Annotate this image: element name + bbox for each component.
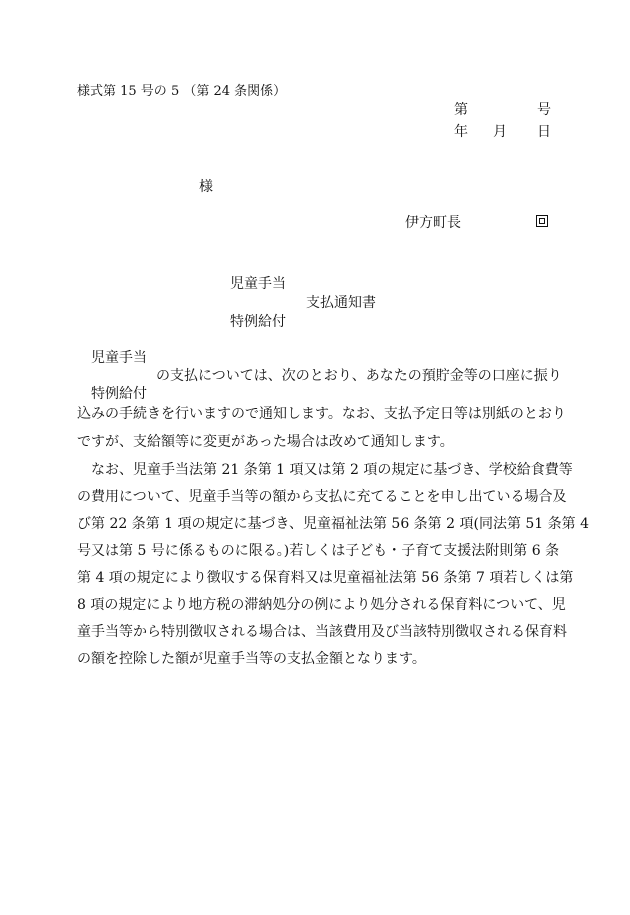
seal-mark <box>536 215 548 227</box>
title-option-jido-teate: 児童手当 <box>230 276 286 292</box>
paragraph2-line-1: なお、児童手当法第 21 条第 1 項又は第 2 項の規定に基づき、学校給食費等 <box>77 462 573 478</box>
document-title: 支払通知書 <box>306 295 376 311</box>
document-number-gou: 号 <box>537 102 551 118</box>
body-opening-text: の支払については、次のとおり、あなたの預貯金等の口座に振り <box>156 368 562 384</box>
paragraph2-line-7: 童手当等から特別徴収される場合は、当該費用及び当該特別徴収される保育料 <box>77 624 567 640</box>
paragraph1-line-2: ですが、支給額等に変更があった場合は改めて通知します。 <box>77 434 454 450</box>
paragraph2-line-3: び第 22 条第 1 項の規定に基づき、児童福祉法第 56 条第 2 項(同法第 51 条第 4 <box>77 516 590 532</box>
date-month-label: 月 <box>493 124 507 140</box>
body-option-jido-teate: 児童手当 <box>91 350 147 366</box>
paragraph2-line-6: 8 項の規定により地方税の滞納処分の例により処分される保育料について、児 <box>77 597 566 613</box>
paragraph2-line-5: 第 4 項の規定により徴収する保育料又は児童福祉法第 56 条第 7 項若しくは第 <box>77 570 574 586</box>
addressee-honorific: 様 <box>199 179 213 195</box>
sender-name: 伊方町長 <box>405 215 461 231</box>
paragraph2-line-2: の費用について、児童手当等の額から支払に充てることを申し出ている場合及 <box>77 489 567 505</box>
document-number-dai: 第 <box>454 102 468 118</box>
title-option-tokurei-kyufu: 特例給付 <box>230 314 286 330</box>
date-year-label: 年 <box>454 124 468 140</box>
paragraph2-line-4: 号又は第 5 号に係るものに限る。)若しくは子ども・子育て支援法附則第 6 条 <box>77 543 560 559</box>
form-number: 様式第 15 号の 5 （第 24 条関係） <box>77 84 287 99</box>
paragraph2-line-8: の額を控除した額が児童手当等の支払金額となります。 <box>77 651 426 667</box>
body-option-tokurei-kyufu: 特例給付 <box>91 386 147 402</box>
date-day-label: 日 <box>537 124 551 140</box>
paragraph1-line-1: 込みの手続きを行いますので通知します。なお、支払予定日等は別紙のとおり <box>77 406 566 422</box>
